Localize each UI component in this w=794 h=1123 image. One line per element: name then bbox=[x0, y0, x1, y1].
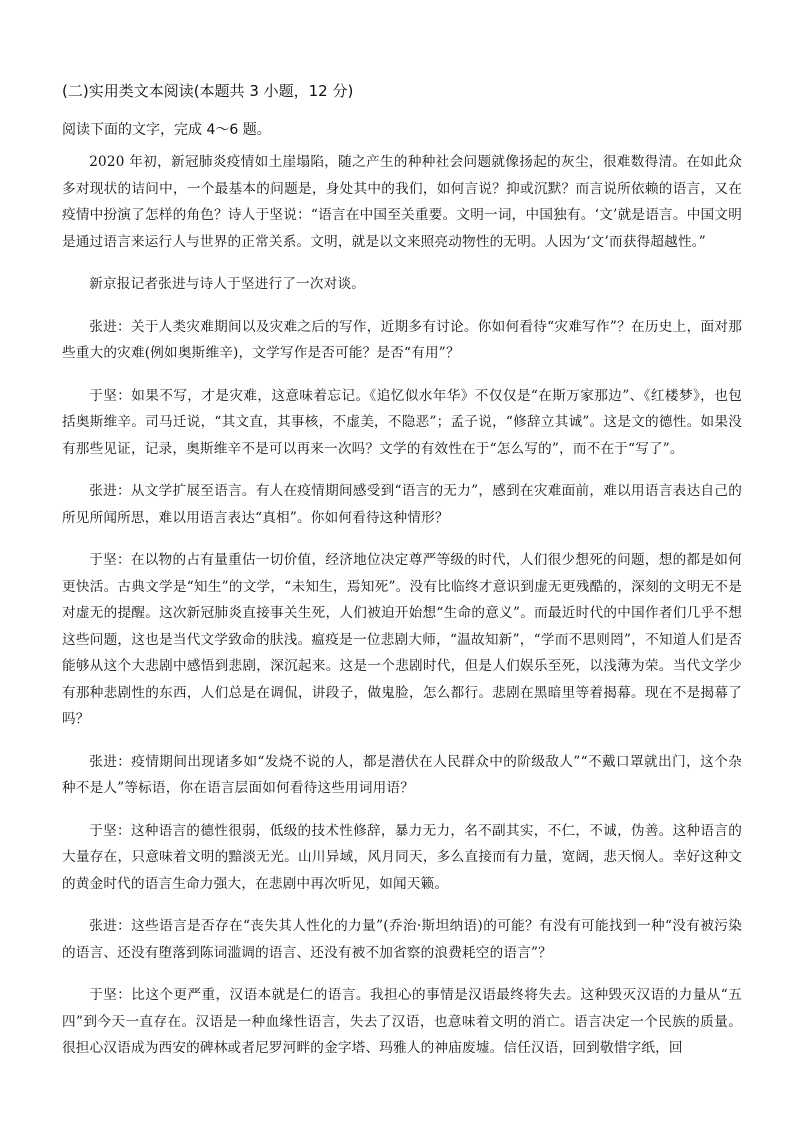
paragraph-answer-1: 于坚：如果不写，才是灾难，这意味着忘记。《追忆似水年华》不仅仅是“在斯万家那边”、《红楼梦》，也包括奥斯维辛。司马迁说，“其文直，其事核，不虚美，不隐恶”；孟子说，“修辞立其诚”。这是文的德性。如果没有那些见证，记录，奥斯维辛不是可以再来一次吗？文学的有效性在于“怎么写的”，而不在于“写了”。 bbox=[62, 387, 742, 457]
paragraph-question-3: 张进：疫情期间出现诸多如“发烧不说的人，都是潜伏在人民群众中的阶级敌人”“不戴口罩就出门，这个杂种不是人”等标语，你在语言层面如何看待这些用词用语？ bbox=[62, 753, 742, 796]
paragraph-question-1: 张进：关于人类灾难期间以及灾难之后的写作，近期多有讨论。你如何看待“灾难写作”？在历史上，面对那些重大的灾难(例如奥斯维辛)，文学写作是否可能？是否“有用”？ bbox=[62, 318, 742, 361]
paragraph-answer-3: 于坚：这种语言的德性很弱，低级的技术性修辞，暴力无力，名不副其实，不仁，不诚，伪善。这种语言的大量存在，只意味着文明的黯淡无光。山川异域，风月同天，多么直接而有力量，宽阔，悲天悯人。幸好这种文的黄金时代的语言生命力强大，在悲剧中再次听见，如闻天籁。 bbox=[62, 822, 742, 892]
article-body bbox=[62, 149, 742, 1076]
reading-instruction: 阅读下面的文字，完成 4～6 题。 bbox=[62, 122, 271, 138]
paragraph-context: 新京报记者张进与诗人于坚进行了一次对谈。 bbox=[89, 276, 366, 292]
paragraph-intro: 2020 年初，新冠肺炎疫情如土崖塌陷，随之产生的种种社会问题就像扬起的灰尘，很难数得清。在如此众多对现状的诘问中，一个最基本的问题是，身处其中的我们，如何言说？抑或沉默？而言说所依赖的语言，又在疫情中扮演了怎样的角色？诗人于坚说：“语言在中国至关重要。文明一词，中国独有。‘文’就是语言。中国文明是通过语言来运行人与世界的正常关系。文明，就是以文来照亮动物性的无明。人因为‘文’而获得超越性。” bbox=[62, 154, 742, 250]
paragraph-question-4: 张进：这些语言是否存在“丧失其人性化的力量”(乔治·斯坦纳语)的可能？有没有可能找到一种“没有被污染的语言、还没有堕落到陈词滥调的语言、还没有被不加省察的浪费耗空的语言”？ bbox=[62, 918, 742, 961]
paragraph-answer-2: 于坚：在以物的占有量重估一切价值，经济地位决定尊严等级的时代，人们很少想死的问题，想的都是如何更快活。古典文学是“知生”的文学，“未知生，焉知死”。没有比临终才意识到虚无更残酷的，深刻的文明无不是对虚无的提醒。这次新冠肺炎直接事关生死，人们被迫开始想“生命的意义”。而最近时代的中国作者们几乎不想这些问题，这也是当代文学致命的肤浅。瘟疫是一位悲剧大师，“温故知新”，“学而不思则罔”，不知道人们是否能够从这个大悲剧中感悟到悲剧，深沉起来。这是一个悲剧时代，但是人们娱乐至死，以浅薄为荣。当代文学少有那种悲剧性的东西，人们总是在调侃，讲段子，做鬼脸，怎么都行。悲剧在黑暗里等着揭幕。现在不是揭幕了吗？ bbox=[62, 552, 742, 727]
paragraph-question-2: 张进：从文学扩展至语言。有人在疫情期间感受到“语言的无力”，感到在灾难面前，难以用语言表达自己的所见所闻所思，难以用语言表达“真相”。你如何看待这种情形？ bbox=[62, 483, 742, 526]
paragraph-answer-4: 于坚：比这个更严重，汉语本就是仁的语言。我担心的事情是汉语最终将失去。这种毁灭汉语的力量从“五四”到今天一直存在。汉语是一种血缘性语言，失去了汉语，也意味着文明的消亡。语言决定一个民族的质量。很担心汉语成为西安的碑林或者尼罗河畔的金字塔、玛雅人的神庙废墟。信任汉语，回到敬惜字纸，回 bbox=[62, 987, 742, 1056]
section-heading: (二)实用类文本阅读(本题共 3 小题，12 分) bbox=[62, 82, 354, 100]
